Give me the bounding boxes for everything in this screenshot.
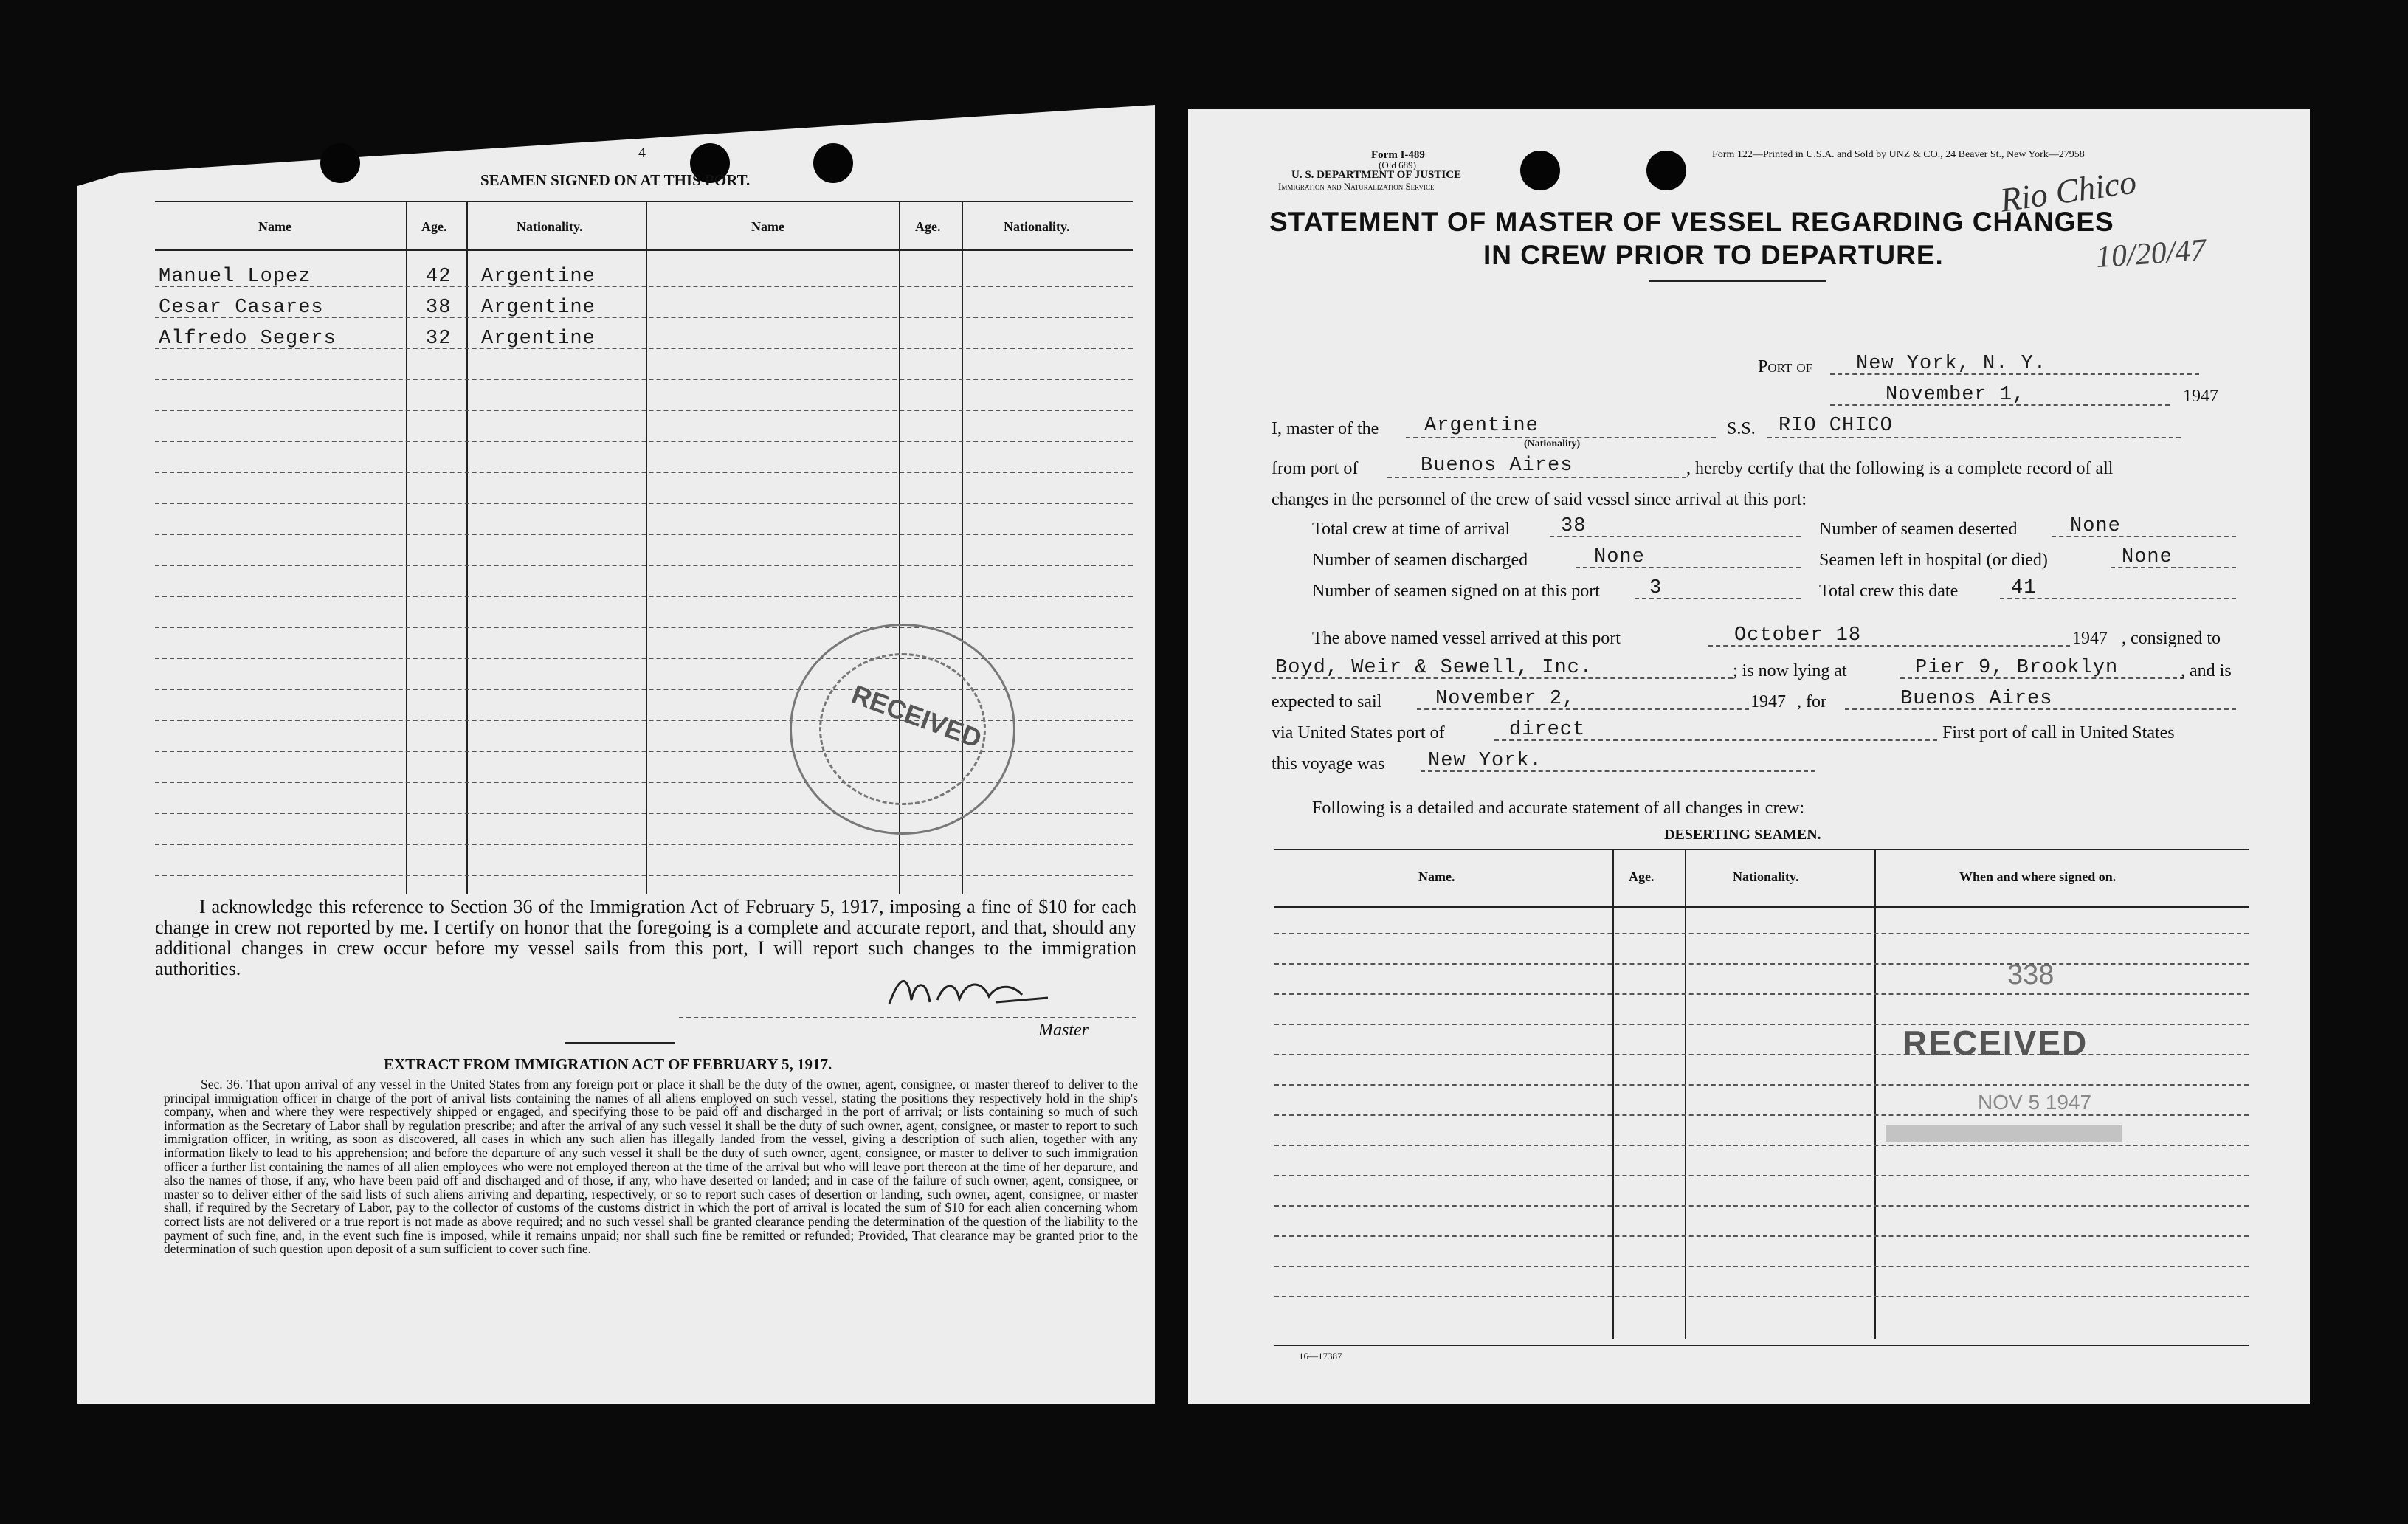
for-label: , for [1797, 692, 1826, 711]
column-header: Name [751, 219, 784, 234]
extract-text: Sec. 36. That upon arrival of any vessel in the United States from any foreign port or place it shall be the duty of the owner, agent, consignee, or master thereof to deliver to the principal immigration officer in charge of the port of arrival lists containing the names of all aliens employed on such vessel, stating the positions they respectively hold in the ship's company, when and where they were respectively shipped or engaged, and specifying those to be paid off and discharged in the port of arrival; or lists containing so much of such information as the Secretary of Labor shall by regulation prescribe; and after the arrival of any such vessel it shall be the duty of such owner, agent, consignee, or master to report to such immigration officer, in writing, as soon as discovered, all cases in which any such alien has illegally landed from the vessel, giving a description of such alien, together with any information likely to lead to his apprehension; and before the departure of any such vessel it shall be the duty of such owner, agent, consignee, or master to deliver to such immigration officer a further list containing the names of all alien employees who were not employed thereon at the time of the arrival but who will leave port thereon at the time of her departure, and also the names of those, if any, who have been paid off and discharged and of those, if any, who have deserted or landed; and in case of the failure of such owner, agent, consignee, or master so to deliver either of the said lists of such aliens arriving and departing, respectively, or so to report such cases of desertion or landing, such owner, agent, consignee, or master shall, if required by the Secretary of Labor, pay to the collector of customs of the customs district in which the port of arrival is located the sum of $10 for each alien concerning whom correct lists are not delivered or a true report is not made as above required; and no such vessel shall be granted clearance pending the determination of the question of the liability to the payment of such fine, and, in the event such fine is imposed, while it remains unpaid; nor shall such fine be remitted or refunded; Provided, That clearance may be granted prior to the determination of such question upon deposit of a sum sufficient to cover such fine. [164, 1077, 1138, 1257]
section-title: SEAMEN SIGNED ON AT THIS PORT. [480, 171, 751, 189]
row-rule [1274, 1084, 2249, 1086]
row-rule [1274, 1024, 2249, 1025]
row-rule [155, 627, 1133, 628]
form-old: (Old 689) [1379, 159, 1416, 170]
from-port-label: from port of [1272, 459, 1359, 478]
row-rule [1274, 1266, 2249, 1267]
column-header: Name [258, 219, 291, 234]
received-stamp-date: NOV 5 1947 [1978, 1091, 2092, 1114]
column-header: Age. [421, 219, 447, 234]
sail-date: November 2, [1435, 688, 1576, 710]
row-rule [1274, 963, 2249, 965]
row-rule [155, 441, 1133, 442]
row-rule [155, 565, 1133, 566]
sail-year: 1947 [1750, 692, 1786, 711]
total-crew-arrival: 38 [1561, 515, 1587, 537]
row-rule [155, 875, 1133, 876]
lying-label: ; is now lying at [1733, 661, 1847, 680]
deserting-title: DESERTING SEAMEN. [1664, 827, 1821, 843]
punch-hole [1520, 151, 1560, 190]
column-header: Nationality. [1733, 869, 1799, 884]
row-rule [1274, 993, 2249, 995]
signed-on-value: 3 [1649, 577, 1663, 599]
via-label: via United States port of [1272, 723, 1445, 742]
column-header: When and where signed on. [1959, 869, 2117, 884]
row-rule [1274, 1175, 2249, 1176]
seaman-nationality: Argentine [481, 328, 596, 350]
handwritten-note: Rio Chico [1998, 162, 2139, 219]
master-signature [886, 967, 1055, 1018]
seaman-name: Cesar Casares [159, 297, 324, 319]
service: Immigration and Naturalization Service [1278, 181, 1435, 192]
total-crew-date: 41 [2011, 577, 2037, 599]
column-header: Age. [1629, 869, 1655, 884]
stamp-number: 338 [2007, 959, 2055, 990]
seaman-age: 38 [426, 297, 452, 319]
arrived-label: The above named vessel arrived at this port [1312, 629, 1621, 648]
column-header: Nationality. [517, 219, 583, 234]
column-header: Age. [915, 219, 941, 234]
arrived-date: October 18 [1734, 624, 1862, 647]
seaman-name: Manuel Lopez [159, 266, 311, 288]
punch-hole [320, 143, 360, 183]
row-rule [155, 503, 1133, 504]
certify-text: changes in the personnel of the crew of said vessel since arrival at this port: [1272, 490, 1807, 509]
row-rule [1274, 1296, 2249, 1297]
certify-text: , hereby certify that the following is a complete record of all [1686, 459, 2114, 478]
form-number: Form I-489 [1371, 149, 1425, 161]
expected-label: expected to sail [1272, 692, 1382, 711]
page-number: 4 [638, 145, 646, 161]
row-rule [155, 379, 1133, 380]
port-label: Port of [1758, 357, 1813, 376]
following-text: Following is a detailed and accurate statement of all changes in crew: [1312, 799, 1805, 818]
discharged-value: None [1594, 546, 1645, 568]
seaman-nationality: Argentine [481, 297, 596, 319]
footer-code: 16—17387 [1299, 1351, 1342, 1362]
vessel-name: RIO CHICO [1779, 415, 1893, 437]
lying-at: Pier 9, Brooklyn [1915, 657, 2119, 679]
received-stamp-label: RECEIVED [1902, 1024, 2088, 1062]
department: U. S. DEPARTMENT OF JUSTICE [1291, 169, 1462, 181]
row-rule [1274, 1235, 2249, 1237]
seaman-nationality: Argentine [481, 266, 596, 288]
via-port: direct [1509, 719, 1586, 741]
total-crew-date-label: Total crew this date [1819, 582, 1959, 601]
row-rule [1274, 1054, 2249, 1055]
row-rule [155, 844, 1133, 845]
from-port: Buenos Aires [1421, 455, 1573, 477]
deserted-label: Number of seamen deserted [1819, 520, 2018, 539]
discharged-label: Number of seamen discharged [1312, 551, 1528, 570]
and-is: , and is [2181, 661, 2232, 680]
total-crew-arrival-label: Total crew at time of arrival [1312, 520, 1511, 539]
port-value: New York, N. Y. [1856, 353, 2047, 375]
handwritten-date: 10/20/47 [2094, 232, 2207, 275]
vessel-nationality: Argentine [1424, 415, 1539, 437]
this-voyage-label: this voyage was [1272, 754, 1385, 773]
row-rule [155, 410, 1133, 411]
seaman-name: Alfredo Segers [159, 328, 337, 350]
first-port: New York. [1428, 750, 1542, 772]
acknowledgement: I acknowledge this reference to Section 36 of the Immigration Act of February 5, 1917, imposing a fine of $10 for each change in crew not reported by me. I certify on honor that the foregoing is a complete and accurate report, and that, should any additional changes in crew occur before my vessel sails from this port, I will report such changes to the immigration authorities. [155, 896, 1136, 979]
row-rule [1274, 1145, 2249, 1146]
seaman-age: 32 [426, 328, 452, 350]
row-rule [1274, 933, 2249, 934]
row-rule [1274, 1205, 2249, 1207]
deserted-value: None [2070, 515, 2121, 537]
punch-hole [813, 143, 853, 183]
column-header: Name. [1418, 869, 1455, 884]
form-title: IN CREW PRIOR TO DEPARTURE. [1483, 240, 1944, 270]
arrived-year: 1947 [2072, 629, 2108, 648]
consignee: Boyd, Weir & Sewell, Inc. [1275, 657, 1593, 679]
extract-title: EXTRACT FROM IMMIGRATION ACT OF FEBRUARY 5, 1917. [384, 1055, 832, 1073]
row-rule [155, 472, 1133, 473]
statement-year: 1947 [2183, 387, 2218, 406]
master-of-label: I, master of the [1272, 419, 1379, 438]
ss-label: S.S. [1727, 419, 1756, 438]
hospital-value: None [2122, 546, 2173, 568]
row-rule [155, 534, 1133, 535]
form-title: STATEMENT OF MASTER OF VESSEL REGARDING CHANGES [1269, 207, 2114, 237]
seaman-age: 42 [426, 266, 452, 288]
punch-hole [1646, 151, 1686, 190]
column-header: Nationality. [1004, 219, 1070, 234]
printer-note: Form 122—Printed in U.S.A. and Sold by UNZ & CO., 24 Beaver St., New York—27958 [1712, 149, 2085, 160]
first-port-label: First port of call in United States [1942, 723, 2175, 742]
signed-on-label: Number of seamen signed on at this port [1312, 582, 1600, 601]
statement-date: November 1, [1886, 384, 2026, 406]
nationality-caption: (Nationality) [1524, 438, 1581, 449]
row-rule [155, 596, 1133, 597]
master-label: Master [1038, 1021, 1089, 1040]
row-rule [155, 813, 1133, 814]
row-rule [1274, 1114, 2249, 1116]
stamp-smudge [1886, 1125, 2122, 1142]
hospital-label: Seamen left in hospital (or died) [1819, 551, 2048, 570]
consigned-label: , consigned to [2122, 629, 2221, 648]
destination: Buenos Aires [1900, 688, 2053, 710]
